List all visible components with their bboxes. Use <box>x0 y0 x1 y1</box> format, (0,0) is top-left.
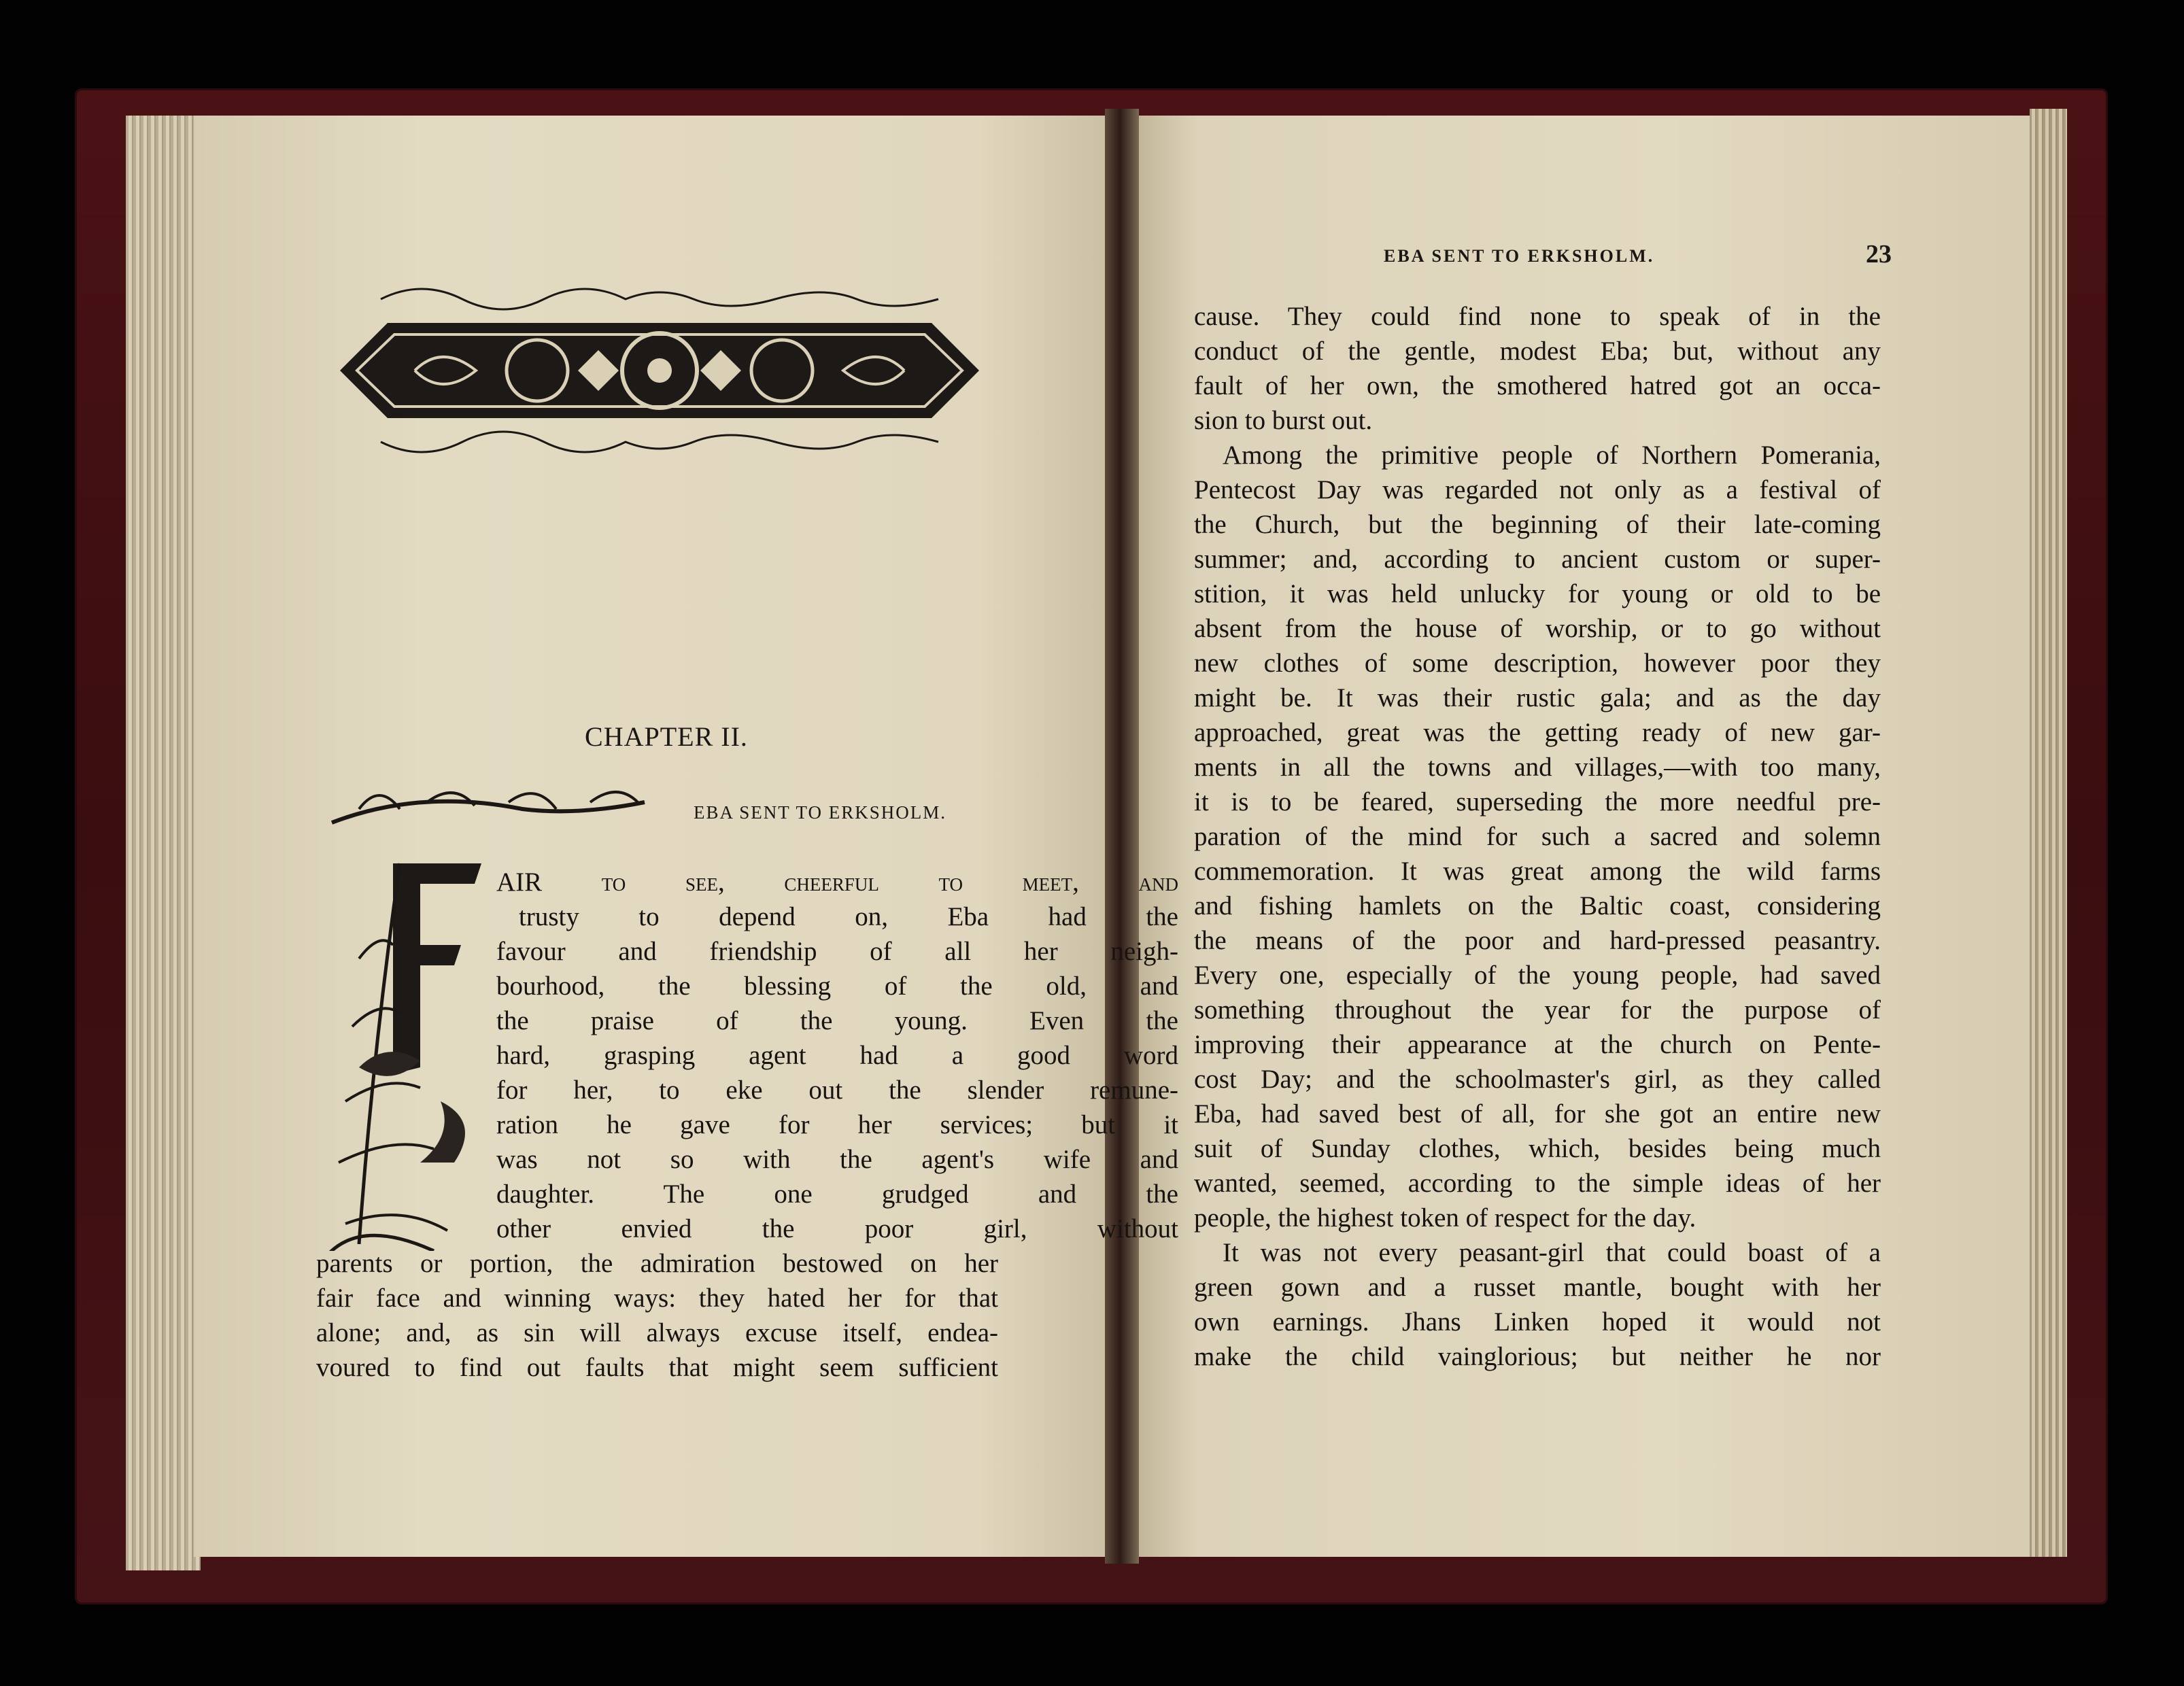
text-line: other envied the poor girl, without <box>496 1214 1178 1243</box>
text-line: bourhood, the blessing of the old, and <box>496 971 1178 1001</box>
text-line: for her, to eke out the slender remune- <box>496 1076 1178 1105</box>
text-line: it is to be feared, superseding the more needful pre- <box>1194 787 1881 816</box>
headpiece-ornament <box>340 272 979 469</box>
text-line: Every one, especially of the young people, had saved <box>1194 961 1881 990</box>
text-line: daughter. The one grudged and the <box>496 1180 1178 1209</box>
text-line: might be. It was their rustic gala; and as the day <box>1194 683 1881 712</box>
chapter-subtitle: EBA SENT TO ERKSHOLM. <box>694 802 947 823</box>
text-line: was not so with the agent's wife and <box>496 1145 1178 1174</box>
text-line: favour and friendship of all her neigh- <box>496 937 1178 966</box>
text-line: Eba, had saved best of all, for she got an entire new <box>1194 1099 1881 1129</box>
text-line: improving their appearance at the church on Pente- <box>1194 1030 1881 1059</box>
text-line: sion to burst out. <box>1194 406 1373 435</box>
text-line: stition, it was held unlucky for young or old to be <box>1194 579 1881 608</box>
text-line: people, the highest token of respect for the day. <box>1194 1203 1696 1233</box>
text-line: approached, great was the getting ready of new gar- <box>1194 718 1881 747</box>
text-line: cost Day; and the schoolmaster's girl, as they called <box>1194 1065 1881 1094</box>
text-line: suit of Sunday clothes, which, besides being much <box>1194 1134 1881 1163</box>
page-edges-right <box>2030 109 2067 1557</box>
text-line: paration of the mind for such a sacred and solemn <box>1194 822 1881 851</box>
text-line: ration he gave for her services; but it <box>496 1110 1178 1139</box>
text-line: commemoration. It was great among the wild farms <box>1194 857 1881 886</box>
text-line: wanted, seemed, according to the simple ideas of her <box>1194 1169 1881 1198</box>
text-line: the praise of the young. Even the <box>496 1006 1178 1035</box>
running-head: EBA SENT TO ERKSHOLM. <box>1384 246 1655 266</box>
text-line: Pentecost Day was regarded not only as a festival of <box>1194 475 1881 504</box>
text-line: parents or portion, the admiration bestowed on her <box>316 1249 998 1278</box>
text-line: absent from the house of worship, or to go without <box>1194 614 1881 643</box>
text-line: ments in all the towns and villages,—with too many, <box>1194 753 1881 782</box>
page-edges-left <box>126 116 201 1570</box>
text-line: the means of the poor and hard-pressed peasantry. <box>1194 926 1881 955</box>
text-line: fair face and winning ways: they hated her for that <box>316 1284 998 1313</box>
text-line: own earnings. Jhans Linken hoped it would not <box>1194 1307 1881 1337</box>
text-line: hard, grasping agent had a good word <box>496 1041 1178 1070</box>
text-line: summer; and, according to ancient custom or super- <box>1194 545 1881 574</box>
text-line: cause. They could find none to speak of in the <box>1194 302 1881 331</box>
text-line: fault of her own, the smothered hatred got an occa- <box>1194 371 1881 400</box>
page-number: 23 <box>1866 240 1892 269</box>
text-line: the Church, but the beginning of their late-coming <box>1194 510 1881 539</box>
text-line: trusty to depend on, Eba had the <box>519 902 1178 931</box>
text-line: voured to find out faults that might seem sufficient <box>316 1353 998 1382</box>
text-line: alone; and, as sin will always excuse itself, endea- <box>316 1318 998 1347</box>
text-line: make the child vainglorious; but neither he nor <box>1194 1342 1881 1371</box>
chapter-heading: CHAPTER II. <box>585 721 748 752</box>
text-line: green gown and a russet mantle, bought with her <box>1194 1273 1881 1302</box>
text-line: conduct of the gentle, modest Eba; but, without any <box>1194 337 1881 366</box>
text-line: Among the primitive people of Northern Pomerania, <box>1223 441 1881 470</box>
text-line: and fishing hamlets on the Baltic coast, considering <box>1194 891 1881 921</box>
text-line: new clothes of some description, however poor they <box>1194 649 1881 678</box>
book-gutter <box>1105 109 1139 1564</box>
text-line: It was not every peasant-girl that could boast of a <box>1223 1238 1881 1267</box>
text-line: AIR to see, cheerful to meet, and <box>496 867 1178 897</box>
text-line: something throughout the year for the purpose of <box>1194 995 1881 1025</box>
